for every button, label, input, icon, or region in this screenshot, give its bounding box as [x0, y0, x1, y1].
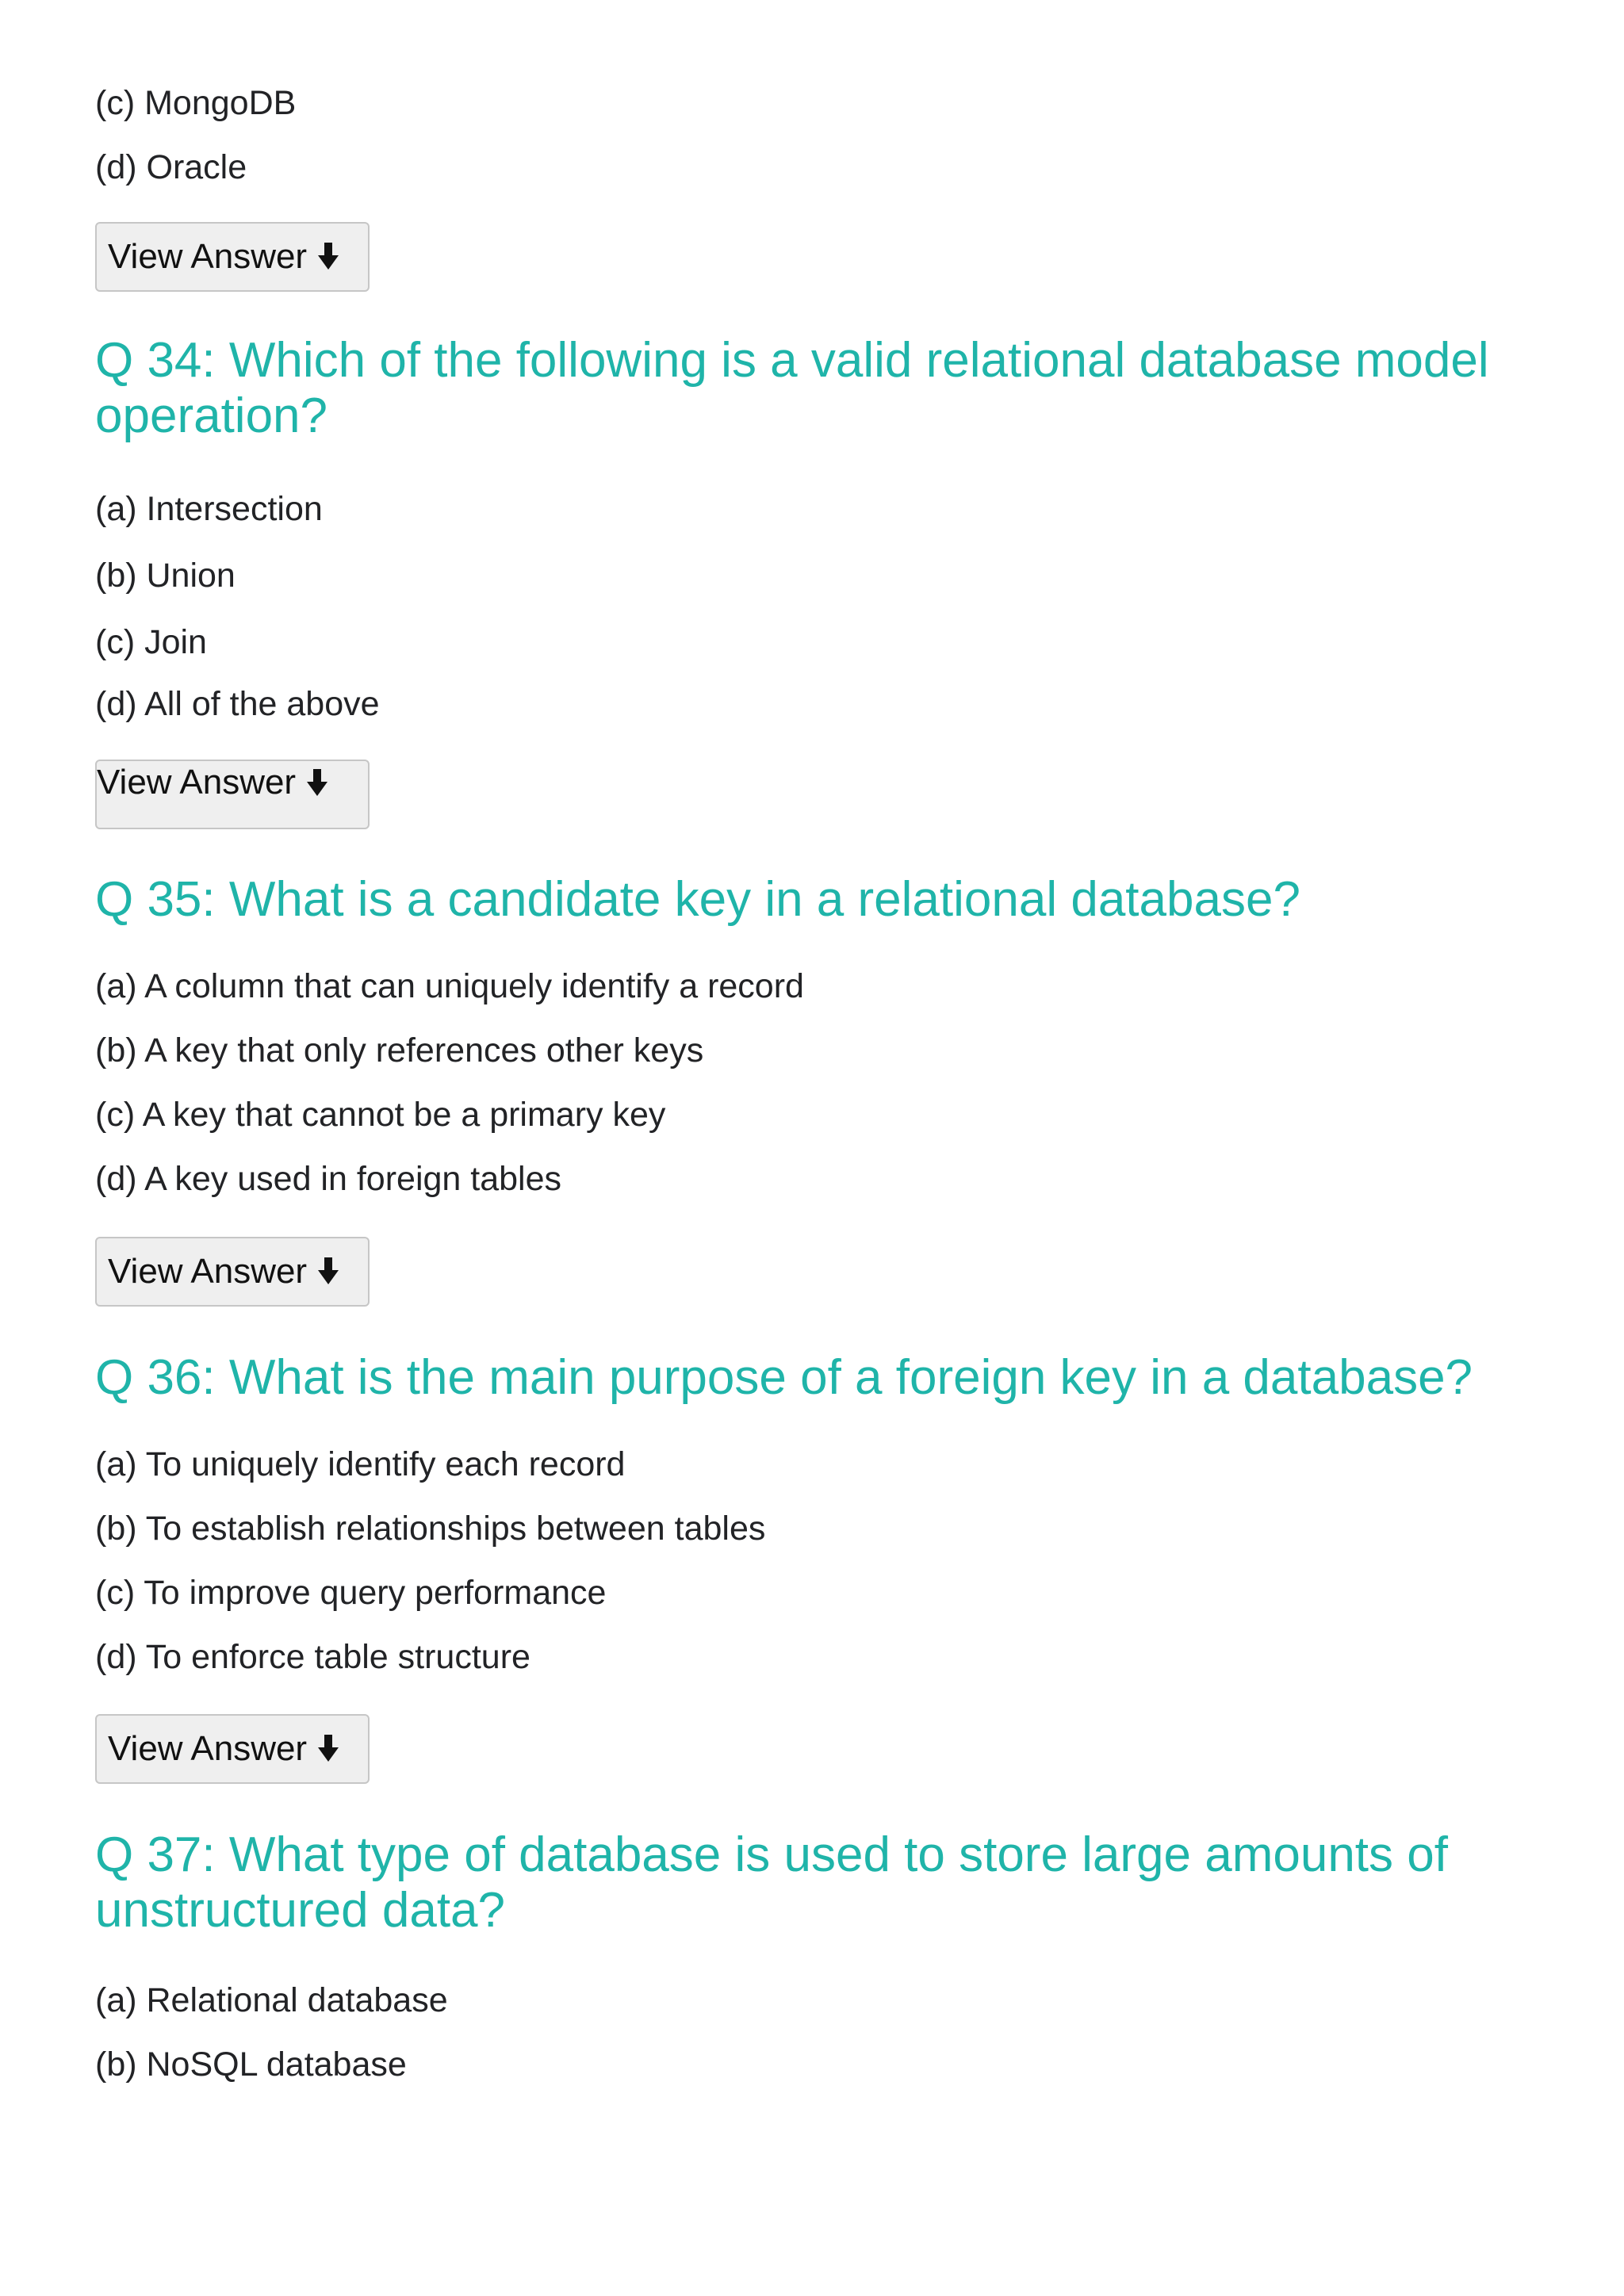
option-d: (d) To enforce table structure — [95, 1638, 530, 1676]
option-c: (c) A key that cannot be a primary key — [95, 1096, 666, 1134]
option-d: (d) All of the above — [95, 685, 380, 723]
view-answer-button[interactable] — [95, 760, 370, 829]
question-title: Q 34: Which of the following is a valid relational database model operation? — [95, 333, 1489, 443]
option-b: (b) To establish relationships between tables — [95, 1510, 766, 1548]
option-d: (d) A key used in foreign tables — [95, 1160, 562, 1198]
view-answer-label: View Answer — [108, 1729, 308, 1768]
option-a: (a) Intersection — [95, 490, 323, 528]
view-answer-button[interactable] — [95, 1237, 370, 1307]
view-answer-button[interactable] — [95, 222, 370, 292]
question-title: Q 37: What type of database is used to store large amounts of unstructured data? — [95, 1827, 1448, 1938]
option-b: (b) Union — [95, 557, 236, 595]
arrow-down-icon — [318, 1735, 339, 1763]
option-b: (b) NoSQL database — [95, 2045, 407, 2084]
arrow-down-icon — [318, 243, 339, 271]
option-d: (d) Oracle — [95, 148, 247, 186]
question-title: Q 35: What is a candidate key in a relational database? — [95, 872, 1300, 927]
option-c: (c) To improve query performance — [95, 1574, 607, 1612]
option-b: (b) A key that only references other keys — [95, 1031, 704, 1070]
option-c: (c) MongoDB — [95, 84, 297, 122]
arrow-down-icon — [318, 1257, 339, 1286]
option-a: (a) To uniquely identify each record — [95, 1445, 626, 1483]
option-c: (c) Join — [95, 623, 207, 661]
view-answer-label: View Answer — [108, 237, 308, 276]
view-answer-button[interactable] — [95, 1714, 370, 1784]
option-a: (a) Relational database — [95, 1981, 448, 2019]
arrow-down-icon — [307, 769, 327, 798]
view-answer-label: View Answer — [108, 1252, 308, 1291]
question-title: Q 36: What is the main purpose of a foreign key in a database? — [95, 1350, 1473, 1405]
option-a: (a) A column that can uniquely identify a record — [95, 967, 804, 1005]
view-answer-label: View Answer — [97, 763, 297, 802]
